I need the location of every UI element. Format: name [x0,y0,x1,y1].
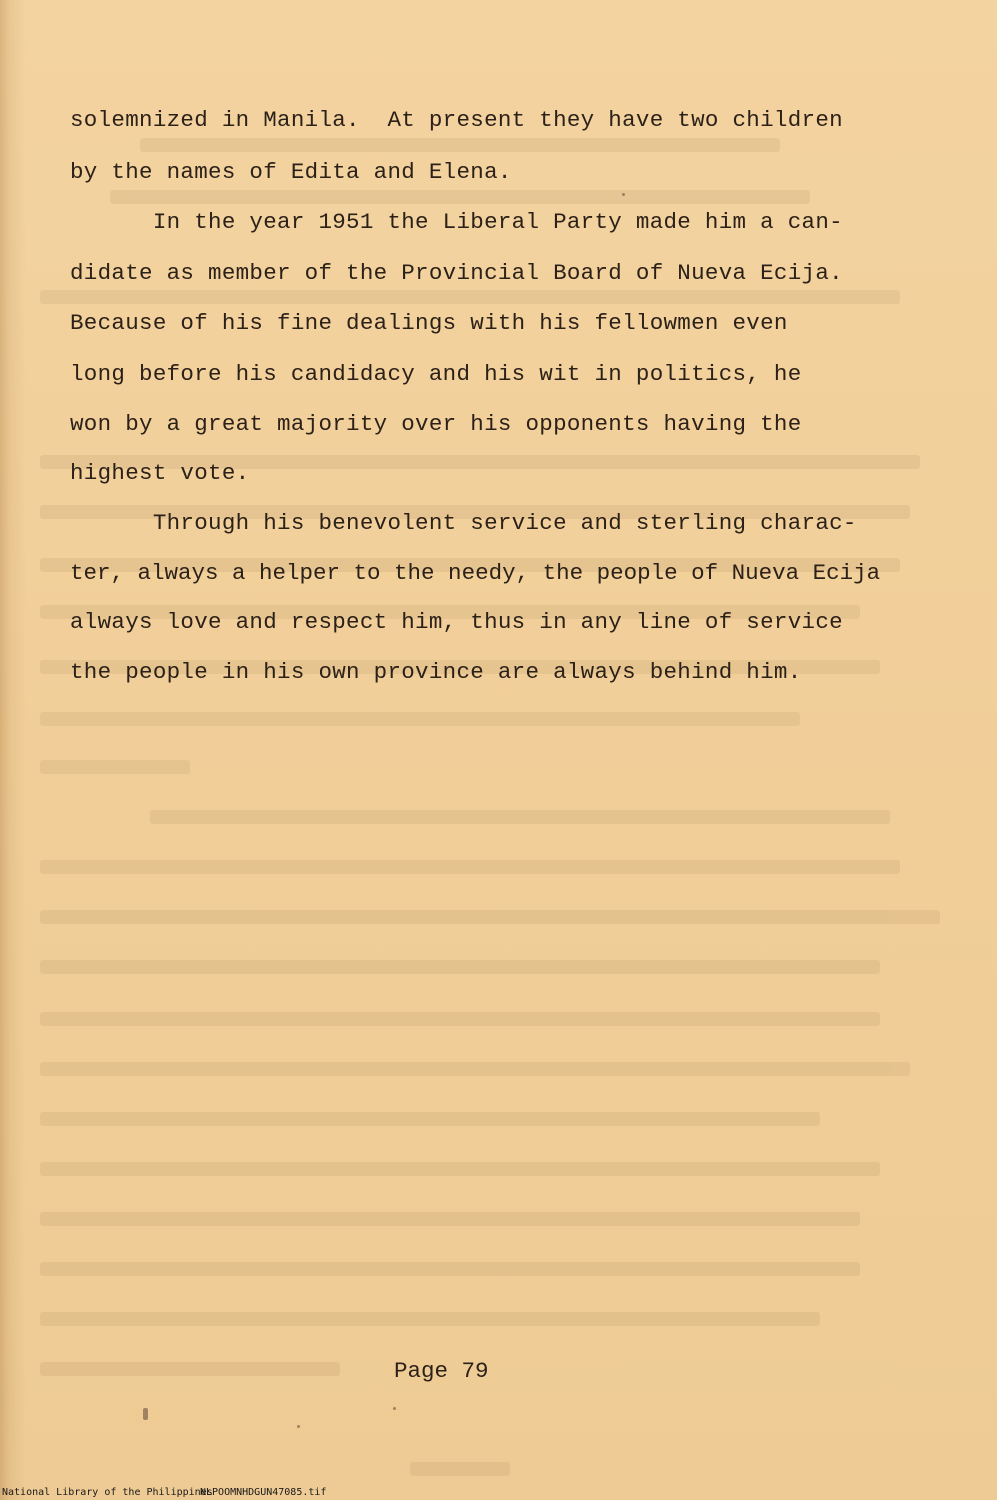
typed-text-block [70,0,970,1340]
footer-library: National Library of the Philippines [2,1487,213,1498]
text-line: solemnized in Manila. At present they have two children [70,107,843,133]
paper-speck [393,1407,396,1410]
text-line: the people in his own province are always behind him. [70,659,802,685]
text-line: In the year 1951 the Liberal Party made him a can- [70,209,843,235]
text-line: Because of his fine dealings with his fellowmen even [70,310,788,336]
text-line: highest vote. [70,460,250,486]
text-line: by the names of Edita and Elena. [70,159,512,185]
paper-speck [143,1408,148,1420]
text-line: always love and respect him, thus in any line of service [70,609,843,635]
text-line: didate as member of the Provincial Board of Nueva Ecija. [70,260,843,286]
text-line: long before his candidacy and his wit in politics, he [70,361,802,387]
paper-speck [622,193,625,196]
text-line: won by a great majority over his opponents having the [70,411,802,437]
text-line: ter, always a helper to the needy, the people of Nueva Ecija [70,560,881,586]
footer-file-id: NLPOOMNHDGUN47085.tif [200,1487,327,1498]
paper-speck [297,1425,300,1428]
text-line: Through his benevolent service and sterling charac- [70,510,857,536]
page-number: Page 79 [394,1358,489,1384]
